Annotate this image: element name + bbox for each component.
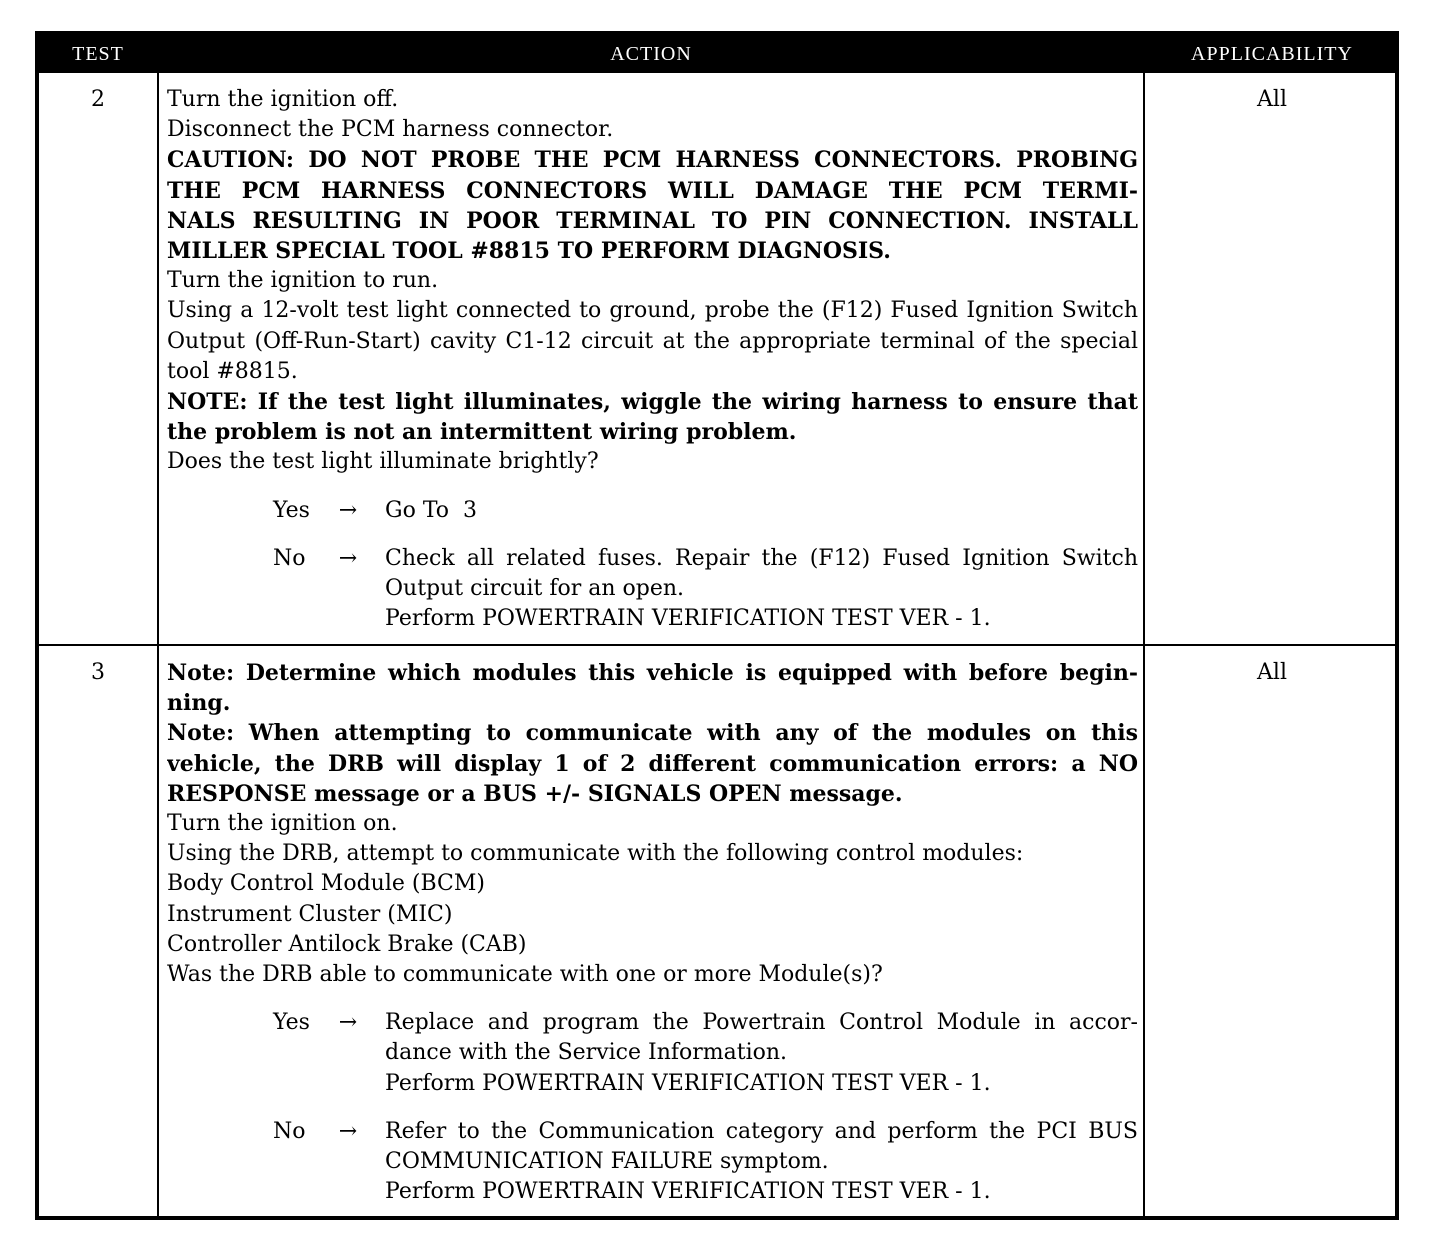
outcome-no [167,544,1138,635]
note-line: RESPONSE message or a BUS +/- SIGNALS OPEN message. [167,780,903,807]
action-line: Using the DRB, attempt to communicate with the following control modules: [167,841,1024,867]
question-line: Was the DRB able to communicate with one or more Module(s)? [167,961,883,987]
action-line: Turn the ignition to run. [167,268,439,294]
module-item: Body Control Module (BCM) [167,871,485,897]
action-line: Using a 12-volt test light connected to ground, probe the (F12) Fused Ignition Switch [167,298,1138,324]
outcome-label: Yes [273,497,310,523]
action-line: Output (Off-Run-Start) cavity C1-12 circuit at the appropriate terminal of the special [167,328,1138,354]
outcome-text [385,1117,1138,1208]
action-line: Turn the ignition off. [167,87,399,112]
outcome-line: dance with the Service Information. [385,1040,788,1066]
table-header [39,35,1395,73]
note-line: NOTE: If the test light illuminates, wiggle the wiring harness to ensure that [167,388,1138,415]
outcome-line: Perform POWERTRAIN VERIFICATION TEST VER - 1. [385,1070,991,1096]
outcome-text [385,544,1138,635]
test-number: 2 [91,87,105,112]
test-number: 3 [91,660,105,685]
outcome-yes [167,496,1138,526]
question-line: Does the test light illuminate brightly? [167,449,599,475]
outcome-line: Refer to the Communication category and perform the PCI BUS [385,1118,1138,1144]
caution-line: NALS RESULTING IN POOR TERMINAL TO PIN CONNECTION. INSTALL [167,207,1138,234]
outcome-label: No [273,1118,306,1144]
outcome-line: Perform POWERTRAIN VERIFICATION TEST VER - 1. [385,606,991,632]
action-cell [167,85,1138,634]
note-line: ning. [167,690,231,717]
outcome-yes [167,1008,1138,1099]
note-line: Note: Determine which modules this vehicle is equipped with before begin- [167,660,1138,686]
arrow-icon: → [338,545,358,571]
action-line: Disconnect the PCM harness connector. [167,117,614,143]
outcome-line: Replace and program the Powertrain Control Module in accor- [385,1010,1138,1036]
caution-line: CAUTION: DO NOT PROBE THE PCM HARNESS CONNECTORS. PROBING [167,147,1138,174]
arrow-icon: → [338,497,358,523]
outcome-line: COMMUNICATION FAILURE symptom. [385,1148,829,1174]
outcome-line: Output circuit for an open. [385,575,685,601]
outcome-text [385,1008,1138,1099]
note-line: Note: When attempting to communicate with any of the modules on this [167,720,1138,747]
header-action: ACTION [610,43,692,65]
action-cell [167,658,1138,1207]
applicability-value: All [1257,87,1287,112]
outcome-line: Perform POWERTRAIN VERIFICATION TEST VER - 1. [385,1179,991,1205]
header-test: TEST [72,43,124,65]
action-line: tool #8815. [167,358,298,384]
outcome-line: Go To 3 [385,497,478,523]
outcome-label: No [273,545,306,571]
arrow-icon: → [338,1010,358,1036]
diagnostic-table [35,31,1399,1220]
caution-line: THE PCM HARNESS CONNECTORS WILL DAMAGE THE PCM TERMI- [167,177,1138,204]
outcome-no [167,1117,1138,1208]
arrow-icon: → [338,1118,358,1144]
outcome-text [385,496,1138,526]
outcome-line: Check all related fuses. Repair the (F12) Fused Ignition Switch [385,545,1138,571]
header-applicability: APPLICABILITY [1191,43,1353,65]
note-line: the problem is not an intermittent wiring problem. [167,419,797,446]
note-line: vehicle, the DRB will display 1 of 2 different communication errors: a NO [167,750,1138,777]
module-item: Instrument Cluster (MIC) [167,901,453,927]
table-row [39,73,1395,644]
action-line: Turn the ignition on. [167,810,398,836]
caution-line: MILLER SPECIAL TOOL #8815 TO PERFORM DIAGNOSIS. [167,237,891,264]
applicability-value: All [1257,660,1287,685]
module-item: Controller Antilock Brake (CAB) [167,931,527,957]
outcome-label: Yes [273,1010,310,1036]
table-row [39,646,1395,1220]
